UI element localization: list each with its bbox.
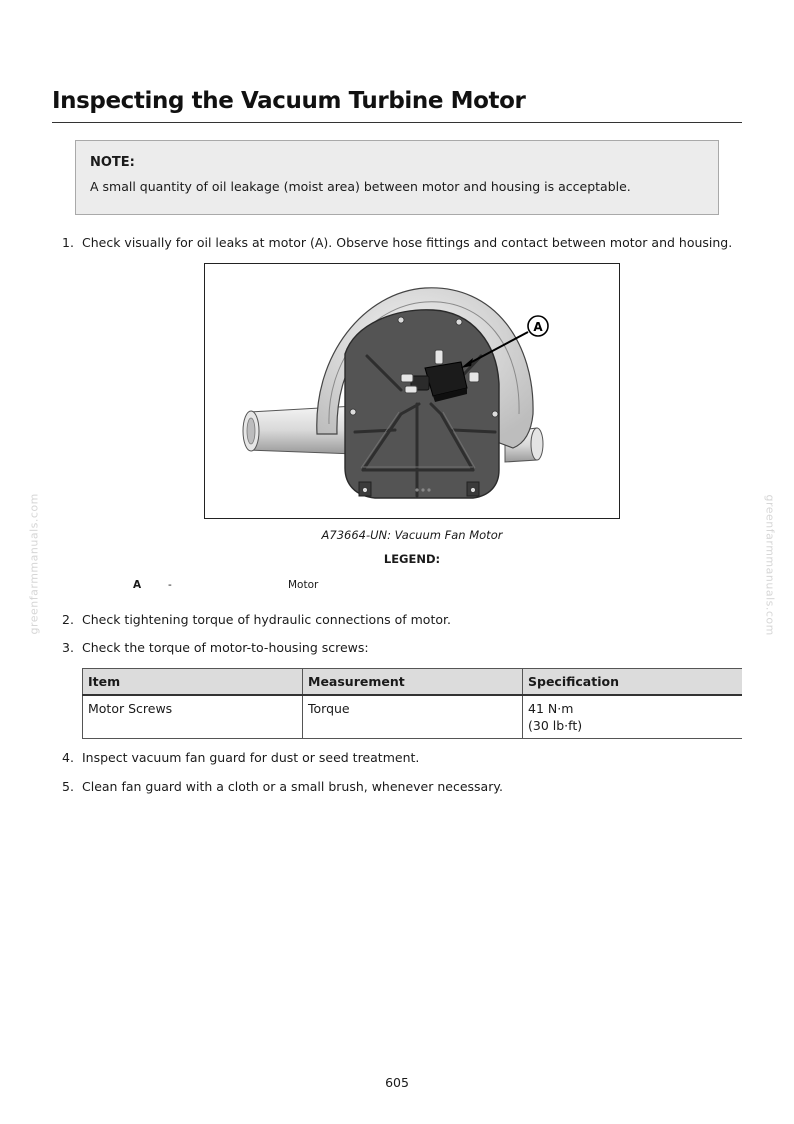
note-box bbox=[75, 140, 719, 215]
torque-spec-table bbox=[82, 668, 742, 739]
spec-metric: 41 N·m bbox=[528, 701, 574, 716]
legend-title: LEGEND: bbox=[383, 552, 441, 566]
vacuum-fan-motor-illustration bbox=[205, 264, 620, 519]
step-number: 4. bbox=[62, 750, 74, 765]
cell-item: Motor Screws bbox=[83, 695, 303, 739]
step-5 bbox=[62, 779, 503, 794]
column-header-specification: Specification bbox=[523, 669, 743, 696]
table-row bbox=[83, 695, 743, 739]
step-1 bbox=[62, 235, 732, 250]
step-number: 5. bbox=[62, 779, 74, 794]
step-number: 1. bbox=[62, 235, 74, 250]
watermark-right: greenfarmmanuals.com bbox=[763, 494, 777, 636]
cell-measurement: Torque bbox=[303, 695, 523, 739]
note-text: A small quantity of oil leakage (moist area) between motor and housing is acceptable. bbox=[90, 179, 631, 194]
callout-label: A bbox=[533, 320, 543, 334]
step-text: Clean fan guard with a cloth or a small brush, whenever necessary. bbox=[82, 779, 503, 794]
legend-key: A bbox=[133, 579, 142, 591]
step-number: 3. bbox=[62, 640, 74, 655]
step-text: Inspect vacuum fan guard for dust or seed treatment. bbox=[82, 750, 420, 765]
step-text: Check the torque of motor-to-housing screws: bbox=[82, 640, 369, 655]
watermark-left: greenfarmmanuals.com bbox=[27, 493, 41, 635]
column-header-item: Item bbox=[83, 669, 303, 696]
column-header-measurement: Measurement bbox=[303, 669, 523, 696]
vacuum-fan-motor-figure bbox=[204, 263, 620, 519]
step-number: 2. bbox=[62, 612, 74, 627]
step-text: Check tightening torque of hydraulic connections of motor. bbox=[82, 612, 451, 627]
page-number: 605 bbox=[385, 1075, 409, 1090]
title-divider bbox=[52, 122, 742, 123]
legend-dash: - bbox=[168, 579, 172, 591]
figure-caption: A73664-UN: Vacuum Fan Motor bbox=[321, 528, 503, 542]
note-heading: NOTE: bbox=[90, 155, 135, 170]
step-3 bbox=[62, 640, 369, 655]
step-text: Check visually for oil leaks at motor (A). Observe hose fittings and contact between motor and housing. bbox=[82, 235, 733, 250]
step-2 bbox=[62, 612, 451, 627]
spec-imperial: (30 lb·ft) bbox=[528, 718, 583, 733]
legend-description: Motor bbox=[288, 579, 319, 591]
table-header-row bbox=[83, 669, 743, 696]
page-title: Inspecting the Vacuum Turbine Motor bbox=[52, 88, 526, 114]
cell-specification bbox=[523, 695, 743, 739]
step-4 bbox=[62, 750, 419, 765]
